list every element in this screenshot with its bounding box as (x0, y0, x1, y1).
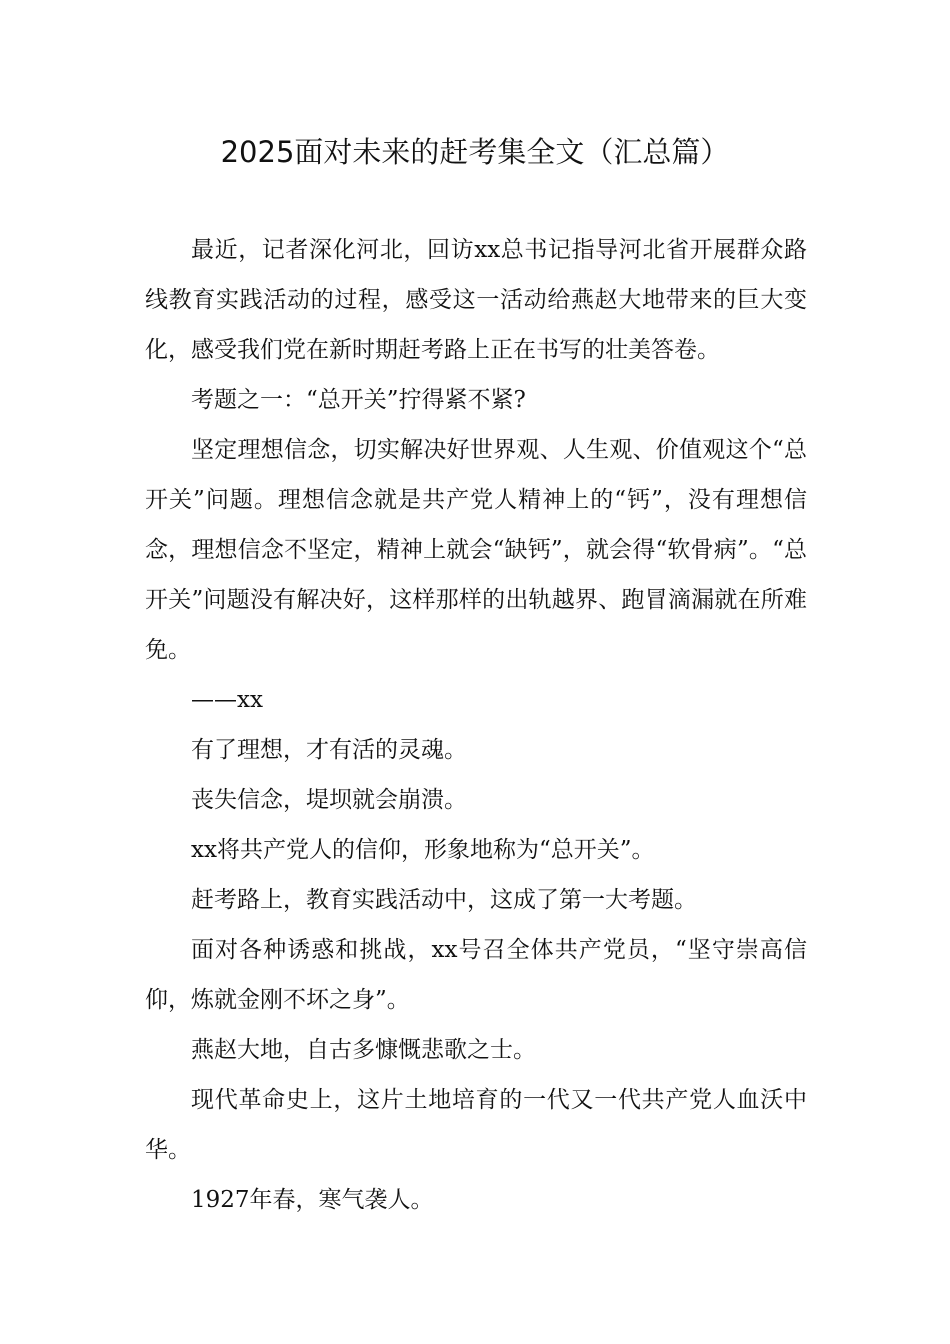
paragraph-5: 有了理想，才有活的灵魂。 (191, 737, 467, 763)
paragraph-10: 燕赵大地，自古多慷慨悲歌之士。 (191, 1037, 536, 1063)
paragraph-3: 坚定理想信念，切实解决好世界观、人生观、价值观这个“总开关”问题。理想信念就是共产党人精神上的“钙”，没有理想信念，理想信念不坚定，精神上就会“缺钙”，就会得“软骨病”。“总开关”问题没有解决好，这样那样的出轨越界、跑冒滴漏就在所难免。 (145, 437, 807, 663)
paragraph-1: 最近，记者深化河北，回访xx总书记指导河北省开展群众路线教育实践活动的过程，感受这一活动给燕赵大地带来的巨大变化，感受我们党在新时期赶考路上正在书写的壮美答卷。 (145, 237, 807, 363)
paragraph-9: 面对各种诱惑和挑战，xx号召全体共产党员，“坚守崇高信仰，炼就金刚不坏之身”。 (145, 937, 807, 1013)
paragraph-7: xx将共产党人的信仰，形象地称为“总开关”。 (191, 837, 655, 863)
paragraph-6: 丧失信念，堤坝就会崩溃。 (191, 787, 467, 813)
paragraph-4: ——xx (191, 687, 263, 713)
paragraph-11: 现代革命史上，这片土地培育的一代又一代共产党人血沃中华。 (145, 1087, 807, 1163)
document-body (145, 225, 807, 1225)
paragraph-12: 1927年春，寒气袭人。 (191, 1187, 434, 1213)
paragraph-8: 赶考路上，教育实践活动中，这成了第一大考题。 (191, 887, 697, 913)
document-title: 2025面对未来的赶考集全文（汇总篇） (220, 135, 730, 169)
paragraph-2: 考题之一：“总开关”拧得紧不紧? (191, 387, 526, 413)
